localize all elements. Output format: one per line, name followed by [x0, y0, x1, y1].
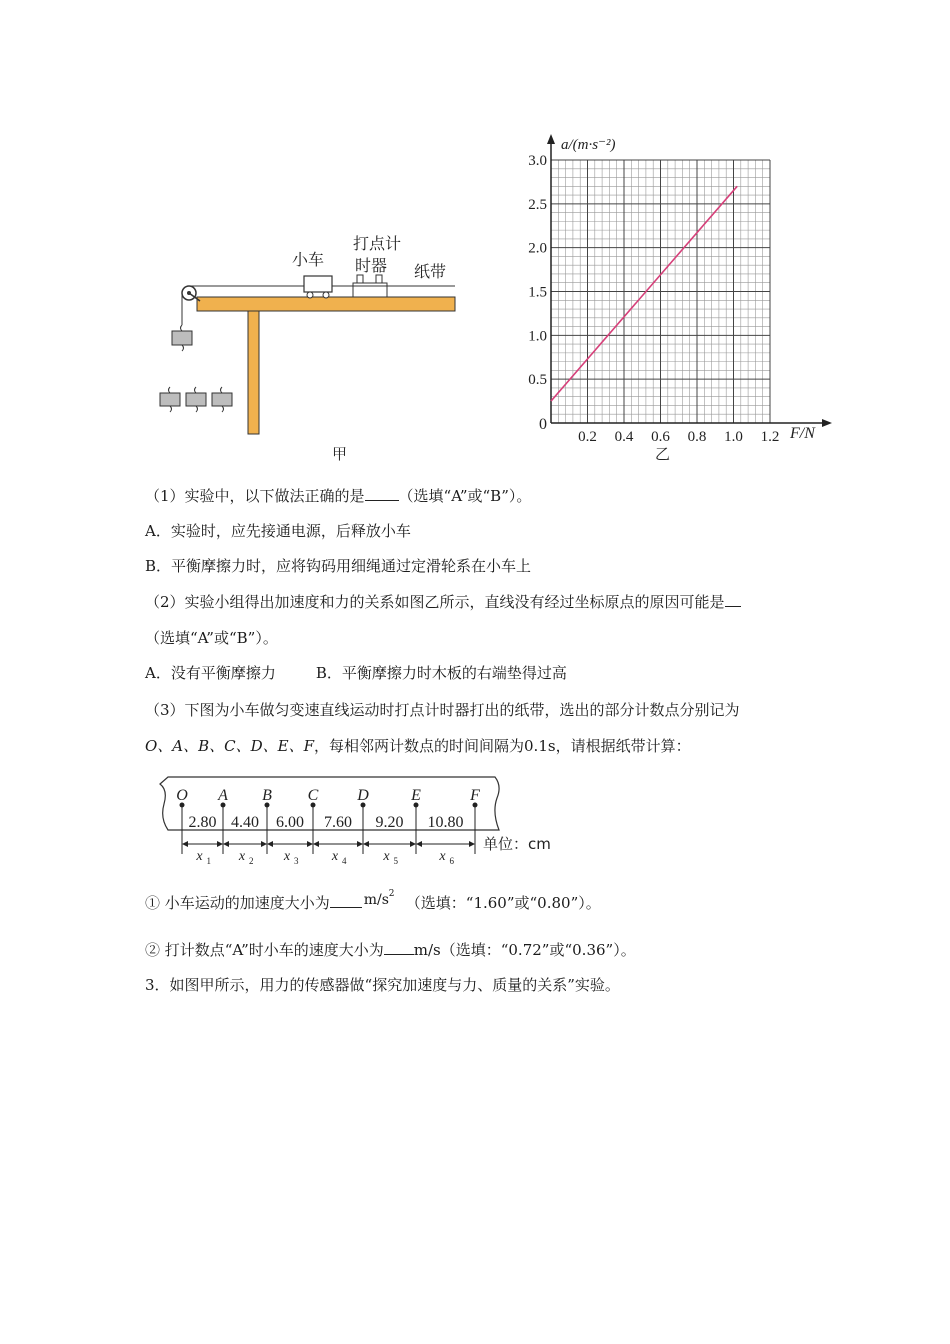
q3-stem-2 — [145, 736, 691, 756]
q2-option-b: B．平衡摩擦力时木板的右端垫得过高 — [315, 664, 567, 682]
tape-label: 纸带 — [414, 262, 447, 281]
figure-yi-caption: 乙 — [655, 445, 671, 463]
tape-arrow-left — [363, 841, 369, 847]
tape-x-label: x — [331, 849, 339, 864]
q2-stem-hint: （选填“A”或“B”）。 — [145, 629, 278, 647]
q3-sub1-hint: （选填：“1.60”或“0.80”）。 — [405, 894, 601, 912]
tape-arrow-left — [416, 841, 422, 847]
tape-arrow-right — [307, 841, 313, 847]
figure-jia — [150, 225, 470, 465]
q3-sub2-hint: m/s（选填：“0.72”或“0.36”）。 — [413, 941, 636, 959]
x-axis-arrow — [822, 419, 832, 427]
car — [304, 276, 332, 292]
y-tick-label: 0.5 — [528, 372, 547, 389]
tape-x-subscript: 1 — [206, 856, 211, 866]
y-tick-label: 3.0 — [528, 153, 547, 169]
y-tick-label: 1.5 — [528, 284, 547, 301]
hanging-weight — [172, 331, 192, 345]
q3-sub1 — [145, 889, 601, 913]
q3-sub1-text: ① 小车运动的加速度大小为 — [145, 894, 330, 912]
tape-arrow-right — [217, 841, 223, 847]
tape-x-label: x — [383, 849, 390, 864]
tape-arrow-left — [223, 841, 229, 847]
x-tick-label: 1.2 — [760, 429, 780, 445]
q2-options — [145, 663, 567, 683]
spare-weights — [160, 387, 232, 412]
tape-segment-value: 4.40 — [231, 814, 259, 831]
q1-stem-text: （1）实验中，以下做法正确的是 — [145, 487, 365, 505]
q3-points: O、A、B、C、D、E、F — [145, 737, 315, 755]
q2-stem — [145, 592, 741, 612]
tape-arrow-right — [261, 841, 267, 847]
tape-x-label: x — [439, 849, 446, 864]
q2-option-a: A．没有平衡摩擦力 — [145, 664, 276, 682]
tape-segment-value: 6.00 — [276, 814, 304, 831]
q3-sub1-unit-sup: 2 — [388, 889, 395, 899]
q3-sub2 — [145, 940, 636, 960]
x-tick-label: 0.8 — [687, 429, 707, 445]
tape-point-label: E — [411, 787, 421, 804]
x-tick-label: 1.0 — [724, 429, 743, 445]
q3-stem-1: （3）下图为小车做匀变速直线运动时打点计时器打出的纸带，选出的部分计数点分别记为 — [145, 701, 740, 719]
q2-answer-blank[interactable] — [725, 592, 741, 607]
tape-segment-value: 10.80 — [427, 814, 464, 831]
q2-stem-text: （2）实验小组得出加速度和力的关系如图乙所示，直线没有经过坐标原点的原因可能是 — [145, 593, 725, 611]
tape-unit: 单位：cm — [483, 835, 551, 853]
q1-stem — [145, 486, 531, 506]
tape-arrow-left — [267, 841, 273, 847]
tape-arrow-right — [357, 841, 363, 847]
y-tick-label: 1.0 — [528, 328, 547, 345]
tape-x-label: x — [196, 849, 203, 864]
tape-point-label: F — [470, 787, 480, 804]
figure-jia-caption: 甲 — [332, 445, 348, 463]
series-line — [551, 186, 737, 401]
x-tick-label: 0.6 — [651, 429, 670, 445]
tape-point-label: O — [176, 787, 188, 804]
x-axis-label: F/N — [790, 425, 815, 442]
car-label: 小车 — [292, 250, 325, 269]
x-tick-label: 0.2 — [578, 429, 597, 445]
chart-tick-labels — [528, 153, 779, 445]
q1-option-b: B．平衡摩擦力时，应将钩码用细绳通过定滑轮系在小车上 — [145, 557, 532, 575]
tape-x-label: x — [283, 849, 291, 864]
q3-sub1-unit: m/s — [363, 892, 389, 908]
y-tick-label: 2.5 — [528, 196, 547, 213]
tape-point-label: C — [307, 787, 319, 804]
origin-label: 0 — [539, 416, 547, 433]
q3-sub2-text: ② 打计数点“A”时小车的速度大小为 — [145, 941, 384, 959]
tape-x-subscript: 6 — [449, 856, 454, 866]
timer — [353, 283, 387, 297]
tape-point-label: D — [357, 787, 369, 804]
tape-point-label: B — [262, 787, 272, 804]
tape-arrow-left — [182, 841, 188, 847]
table-leg — [248, 311, 259, 434]
figure-yi-chart — [505, 125, 835, 470]
x-tick-label: 0.4 — [614, 429, 634, 445]
tape-segment-value: 7.60 — [324, 814, 352, 831]
y-axis-label: a/(m·s⁻²) — [561, 137, 616, 153]
chart-grid-major — [551, 160, 770, 423]
chart-series — [551, 186, 737, 401]
paper-tape-figure — [150, 772, 570, 867]
q3-sub2-blank[interactable] — [384, 940, 414, 955]
tape-arrow-right — [410, 841, 416, 847]
q1-answer-blank[interactable] — [365, 486, 399, 501]
tape-segment-value: 9.20 — [375, 814, 404, 831]
timer-label-2: 时器 — [355, 256, 388, 275]
tape-x-subscript: 3 — [294, 856, 299, 866]
tape-segment-value: 2.80 — [188, 814, 217, 831]
tape-x-subscript: 2 — [249, 856, 254, 866]
next-question: 3．如图甲所示，用力的传感器做“探究加速度与力、质量的关系”实验。 — [145, 976, 620, 994]
q3-sub1-blank[interactable] — [330, 893, 362, 908]
tape-arrow-right — [469, 841, 475, 847]
tape-arrow-left — [313, 841, 319, 847]
q1-stem-hint: （选填“A”或“B”）。 — [398, 487, 532, 505]
tape-point-label: A — [218, 787, 228, 804]
tape-x-subscript: 4 — [342, 856, 347, 866]
y-tick-label: 2.0 — [528, 240, 547, 257]
q3-stem-rest: ，每相邻两计数点的时间间隔为0.1s，请根据纸带计算： — [314, 737, 691, 755]
table-top — [197, 297, 455, 311]
tape-x-subscript: 5 — [393, 856, 398, 866]
tape-x-label: x — [238, 849, 246, 864]
q1-option-a: A．实验时，应先接通电源，后释放小车 — [145, 522, 411, 540]
timer-label-1: 打点计 — [353, 234, 402, 253]
y-axis-arrow — [547, 134, 555, 144]
